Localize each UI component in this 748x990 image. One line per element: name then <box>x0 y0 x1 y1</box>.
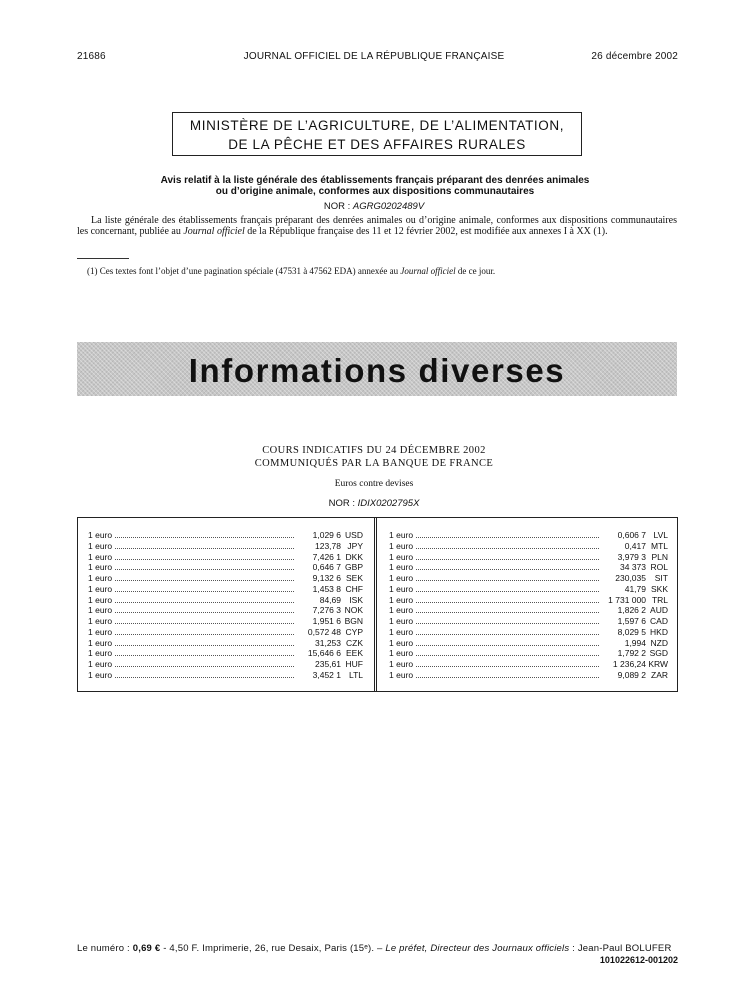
rate-label: 1 euro <box>389 605 414 616</box>
table-row <box>389 562 668 573</box>
avis-body-part-2: de la République française des 11 et 12 février 2002, est modifiée aux annexes I à XX (1). <box>247 226 608 237</box>
table-row <box>389 670 668 681</box>
dot-leader <box>416 605 599 613</box>
footer-imprint <box>77 943 672 954</box>
dot-leader <box>115 573 294 581</box>
rate-value: 1 236,24 <box>612 659 646 669</box>
rate-label: 1 euro <box>389 637 414 648</box>
dot-leader <box>416 530 599 538</box>
ministry-line-1: MINISTÈRE DE L’AGRICULTURE, DE L’ALIMENTATION, <box>189 118 565 133</box>
rate-value: 0,646 7 <box>312 562 341 573</box>
table-row <box>88 530 363 541</box>
ministry-line-2: DE LA PÊCHE ET DES AFFAIRES RURALES <box>228 137 526 152</box>
table-row <box>88 670 363 681</box>
dot-leader <box>115 627 294 635</box>
rate-value: 1 731 000 <box>608 594 646 605</box>
footer-code: 101022612-001202 <box>599 955 678 965</box>
dot-leader <box>115 638 294 646</box>
rate-label: 1 euro <box>88 669 113 680</box>
dot-leader <box>115 562 294 570</box>
rate-value: 31,253 <box>315 637 341 648</box>
rate-label: 1 euro <box>389 669 414 680</box>
avis-body <box>77 215 677 237</box>
issue-date: 26 décembre 2002 <box>591 51 678 62</box>
table-column-divider <box>374 517 377 692</box>
currency-code: TRL <box>651 594 668 605</box>
table-row <box>389 584 668 595</box>
footer-price: 0,69 € <box>132 943 161 954</box>
currency-code: MTL <box>651 540 668 551</box>
avis-title <box>120 175 630 197</box>
table-row <box>88 605 363 616</box>
dot-leader <box>416 595 599 603</box>
rate-value: 1,597 6 <box>617 616 646 626</box>
footer-prefet: Le préfet, Directeur des Journaux officiels <box>385 943 570 954</box>
rate-label: 1 euro <box>389 530 414 540</box>
currency-code: JPY <box>347 540 363 551</box>
rates-column-right <box>389 530 668 681</box>
currency-code: SGD <box>649 648 668 659</box>
table-row <box>389 659 668 670</box>
table-row <box>389 573 668 584</box>
rate-value: 84,69 <box>319 594 341 605</box>
dot-leader <box>416 638 599 646</box>
dot-leader <box>115 552 294 560</box>
table-row <box>389 627 668 638</box>
page-number: 21686 <box>77 51 106 62</box>
dot-leader <box>416 627 599 635</box>
currency-code: GBP <box>345 562 363 573</box>
rate-label: 1 euro <box>88 648 113 659</box>
dot-leader <box>416 648 599 656</box>
currency-code: HUF <box>345 659 363 669</box>
rate-label: 1 euro <box>389 616 414 626</box>
dot-leader <box>416 616 599 624</box>
footer-signatory: : Jean-Paul BOLUFER <box>572 943 672 954</box>
rate-value: 1,826 2 <box>617 605 646 616</box>
table-row <box>389 616 668 627</box>
rate-value: 0,606 7 <box>617 530 646 540</box>
rate-value: 9,132 6 <box>312 573 341 583</box>
dot-leader <box>416 573 599 581</box>
cours-title-line-1: COURS INDICATIFS DU 24 DÉCEMBRE 2002 <box>262 445 486 456</box>
rate-value: 3,452 1 <box>312 669 341 680</box>
rate-label: 1 euro <box>389 573 414 583</box>
dot-leader <box>115 648 294 656</box>
table-row <box>389 605 668 616</box>
avis-nor-code: AGRG0202489V <box>352 201 425 212</box>
cours-nor <box>0 498 748 509</box>
currency-code: CZK <box>346 637 363 648</box>
rate-value: 8,029 5 <box>617 626 646 637</box>
footnote-part-2: de ce jour. <box>457 266 496 276</box>
rate-value: 41,79 <box>624 583 646 594</box>
dot-leader <box>115 605 294 613</box>
footer-rest: - 4,50 F. Imprimerie, 26, rue Desaix, Paris (15ᵉ). – <box>163 943 383 954</box>
table-row <box>389 530 668 541</box>
rate-label: 1 euro <box>389 551 414 562</box>
footnote-part-1: (1) Ces textes font l’objet d’une pagination spéciale (47531 à 47562 EDA) annexée au <box>87 266 399 276</box>
cours-title-line-2: COMMUNIQUÉS PAR LA BANQUE DE FRANCE <box>254 458 494 469</box>
rate-label: 1 euro <box>88 616 113 626</box>
rate-label: 1 euro <box>88 551 113 562</box>
dot-leader <box>416 584 599 592</box>
rate-label: 1 euro <box>389 540 414 551</box>
currency-code: USD <box>345 530 363 540</box>
cours-nor-code: IDIX0202795X <box>357 498 420 509</box>
table-row <box>88 562 363 573</box>
currency-code: NOK <box>344 605 363 616</box>
rate-label: 1 euro <box>389 594 414 605</box>
table-row <box>88 595 363 606</box>
table-row <box>88 627 363 638</box>
currency-code: SKK <box>650 583 668 594</box>
rate-label: 1 euro <box>88 562 113 573</box>
footnote <box>87 266 677 276</box>
avis-title-line-2: ou d’origine animale, conformes aux dispositions communautaires <box>215 186 535 197</box>
table-row <box>389 552 668 563</box>
rate-value: 3,979 3 <box>617 551 646 562</box>
cours-subtitle: Euros contre devises <box>334 479 414 489</box>
currency-code: LTL <box>348 669 363 680</box>
table-row <box>389 541 668 552</box>
footer-prefix: Le numéro : <box>77 943 130 954</box>
rate-label: 1 euro <box>88 605 113 616</box>
journal-title: JOURNAL OFFICIEL DE LA RÉPUBLIQUE FRANÇAISE <box>243 51 505 62</box>
avis-nor <box>0 201 748 212</box>
currency-code: CYP <box>345 626 363 637</box>
rate-value: 1,453 8 <box>312 583 341 594</box>
section-banner-title: Informations diverses <box>188 352 566 389</box>
currency-code: CAD <box>650 616 668 626</box>
currency-code: CHF <box>345 583 363 594</box>
currency-code: BGN <box>344 616 363 626</box>
avis-nor-label: NOR : <box>323 201 351 212</box>
rate-value: 1,951 6 <box>312 616 341 626</box>
currency-code: SEK <box>345 573 363 583</box>
ministry-heading-box <box>172 112 582 156</box>
table-row <box>88 659 363 670</box>
currency-code: NZD <box>650 637 668 648</box>
rate-value: 15,646 6 <box>307 648 341 659</box>
dot-leader <box>115 670 294 678</box>
dot-leader <box>115 659 294 667</box>
table-row <box>88 616 363 627</box>
currency-code: HKD <box>650 626 668 637</box>
rate-label: 1 euro <box>88 659 113 669</box>
dot-leader <box>416 552 599 560</box>
dot-leader <box>416 670 599 678</box>
rate-value: 123,78 <box>315 540 341 551</box>
currency-code: ISK <box>349 594 363 605</box>
rate-value: 1,994 <box>624 637 646 648</box>
rate-label: 1 euro <box>389 562 414 573</box>
currency-code: EEK <box>345 648 363 659</box>
avis-title-line-1: Avis relatif à la liste générale des établissements français préparant des denrées animales <box>160 175 590 186</box>
rate-label: 1 euro <box>88 540 113 551</box>
rate-value: 0,417 <box>624 540 646 551</box>
footnote-rule <box>77 258 129 259</box>
currency-code: SIT <box>654 573 668 583</box>
dot-leader <box>416 659 599 667</box>
footnote-journal: Journal officiel <box>400 266 456 276</box>
dot-leader <box>115 541 294 549</box>
dot-leader <box>115 595 294 603</box>
currency-code: DKK <box>345 551 363 562</box>
table-row <box>389 638 668 649</box>
dot-leader <box>416 562 599 570</box>
currency-code: KRW <box>648 659 668 669</box>
rate-value: 7,426 1 <box>312 551 341 562</box>
rate-value: 1,792 2 <box>617 648 646 659</box>
rate-label: 1 euro <box>389 659 414 669</box>
avis-body-part-1: La liste générale des établissements français préparant des denrées animales ou d’origine animale, conformes aux dispositions communautaires les concernant, publiée au <box>77 215 677 237</box>
rate-label: 1 euro <box>88 594 113 605</box>
rate-value: 235,61 <box>315 659 341 669</box>
dot-leader <box>115 616 294 624</box>
rate-value: 1,029 6 <box>312 530 341 540</box>
rate-label: 1 euro <box>88 626 113 637</box>
table-row <box>88 584 363 595</box>
rates-column-left <box>88 530 363 681</box>
rate-value: 230,035 <box>615 573 646 583</box>
dot-leader <box>115 530 294 538</box>
table-row <box>389 648 668 659</box>
currency-code: LVL <box>653 530 668 540</box>
table-row <box>88 552 363 563</box>
currency-code: ROL <box>650 562 668 573</box>
currency-code: AUD <box>650 605 668 616</box>
rate-value: 0,572 48 <box>307 626 341 637</box>
rate-label: 1 euro <box>389 648 414 659</box>
table-row <box>88 638 363 649</box>
currency-code: ZAR <box>651 669 668 680</box>
rate-value: 9,089 2 <box>617 669 646 680</box>
rate-label: 1 euro <box>88 573 113 583</box>
rate-label: 1 euro <box>88 530 113 540</box>
rate-label: 1 euro <box>389 626 414 637</box>
dot-leader <box>416 541 599 549</box>
avis-body-journal: Journal officiel <box>183 226 245 237</box>
table-row <box>389 595 668 606</box>
dot-leader <box>115 584 294 592</box>
rate-label: 1 euro <box>88 637 113 648</box>
table-row <box>88 541 363 552</box>
rate-value: 34 373 <box>620 562 646 573</box>
rate-label: 1 euro <box>389 583 414 594</box>
rate-label: 1 euro <box>88 583 113 594</box>
currency-code: PLN <box>651 551 668 562</box>
rate-value: 7,276 3 <box>312 605 341 616</box>
table-row <box>88 573 363 584</box>
cours-nor-label: NOR : <box>328 498 355 509</box>
table-row <box>88 648 363 659</box>
